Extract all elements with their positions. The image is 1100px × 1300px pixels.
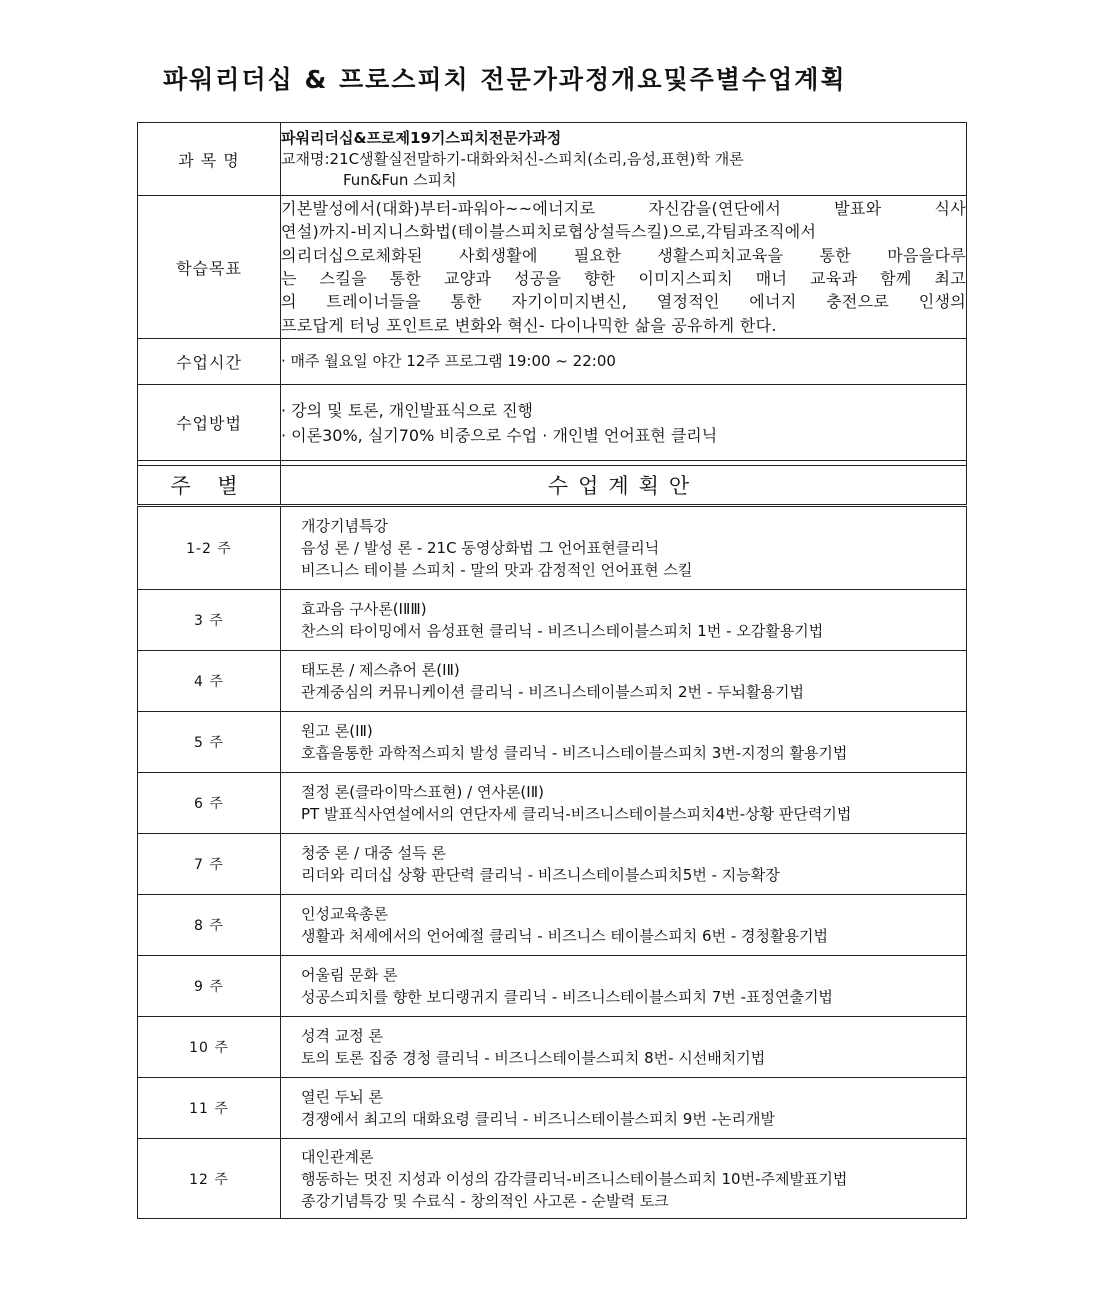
class-time-row [138,339,967,385]
week-label: 7 주 [138,834,281,895]
week-label: 10 주 [138,1017,281,1078]
week-plan [281,590,967,651]
week-plan [281,1139,967,1219]
learning-goal-row [138,196,967,339]
week-plan-line: 행동하는 멋진 지성과 이성의 감각클리닉-비즈니스테이블스피치 10번-주제발표기법 [301,1169,848,1188]
week-label: 1-2 주 [138,506,281,590]
week-plan-line: 음성 론 / 발성 론 - 21C 동영상화법 그 언어표현클리닉 [301,539,660,557]
page-title: 파워리더십 & 프로스피치 전문가과정개요및주별수업계획 [163,65,847,94]
week-plan-line: 찬스의 타이밍에서 음성표현 클리닉 - 비즈니스테이블스피치 1번 - 오감활용기법 [301,622,824,640]
week-plan-line: 태도론 / 제스츄어 론(ⅠⅡ) [301,661,460,679]
course-name-label: 과 목 명 [138,123,281,196]
week-plan-line: 경쟁에서 최고의 대화요령 클리닉 - 비즈니스테이블스피치 9번 -논리개발 [301,1110,775,1128]
week-plan-line: 토의 토론 집중 경청 클리닉 - 비즈니스테이블스피치 8번- 시선배치기법 [301,1049,766,1067]
textbook-name: 교재명:21C생활실전말하기-대화와처신-스피치(소리,음성,표현)학 개론 [281,149,744,168]
week-row [138,651,967,712]
week-label: 9 주 [138,956,281,1017]
schedule-header-row [138,466,967,506]
class-method-label: 수업방법 [138,385,281,461]
class-time-content [281,339,967,385]
week-plan [281,895,967,956]
week-row [138,1017,967,1078]
textbook-subtitle: Fun&Fun 스피치 [343,170,457,189]
week-plan [281,956,967,1017]
week-row [138,773,967,834]
week-row [138,1078,967,1139]
week-plan [281,1017,967,1078]
week-label: 4 주 [138,651,281,712]
class-method-line: · 이론30%, 실기70% 비중으로 수업 · 개인별 언어표현 클리닉 [281,425,718,445]
week-plan-line: 인성교육총론 [301,905,388,923]
week-plan-line: 어울림 문화 론 [301,966,398,984]
week-column-header: 주 별 [138,466,281,506]
week-row [138,834,967,895]
week-plan-line: 성격 교정 론 [301,1027,383,1045]
week-row [138,506,967,590]
learning-goal-content [281,196,967,339]
week-label: 3 주 [138,590,281,651]
week-plan [281,773,967,834]
week-plan-line: 호흡을통한 과학적스피치 발성 클리닉 - 비즈니스테이블스피치 3번-지정의 활용기법 [301,744,848,762]
week-plan-line: 열린 두뇌 론 [301,1088,383,1106]
goal-line: 기본발성에서(대화)부터-파워아~~에너지로 자신감을(연단에서 발표와 식사 [281,199,966,219]
class-method-content [281,385,967,461]
week-plan [281,1078,967,1139]
goal-line: 의 트레이너들을 통한 자기이미지변신, 열정적인 에너지 충전으로 인생의 [281,292,966,312]
week-plan-line: 비즈니스 테이블 스피치 - 말의 맛과 감정적인 언어표현 스킬 [301,561,693,579]
week-plan [281,834,967,895]
week-plan-line: PT 발표식사연설에서의 연단자세 클리닉-비즈니스테이블스피치4번-상황 판단력기법 [301,805,852,823]
week-label: 8 주 [138,895,281,956]
week-plan-line: 개강기념특강 [301,517,388,535]
week-plan [281,506,967,590]
week-plan-line: 생활과 처세에서의 언어예절 클리닉 - 비즈니스 테이블스피치 6번 - 경청활용기법 [301,927,828,945]
week-row [138,590,967,651]
week-plan-line: 리더와 리더십 상황 판단력 클리닉 - 비즈니스테이블스피치5번 - 지능확장 [301,866,780,884]
week-plan-line: 관계중심의 커뮤니케이션 클리닉 - 비즈니스테이블스피치 2번 - 두뇌활용기법 [301,683,804,701]
week-row [138,712,967,773]
course-name-content [281,123,967,196]
week-row [138,1139,967,1219]
course-title: 파워리더십&프로제19기스피치전문가과정 [281,128,562,147]
week-plan [281,712,967,773]
plan-column-header: 수업계획안 [281,466,967,506]
course-name-row [138,123,967,196]
week-plan-line: 원고 론(ⅠⅡ) [301,722,373,740]
week-row [138,956,967,1017]
week-label: 5 주 [138,712,281,773]
class-method-line: · 강의 및 토론, 개인발표식으로 진행 [281,400,533,420]
learning-goal-label: 학습목표 [138,196,281,339]
week-plan [281,651,967,712]
goal-line: 프로답게 터닝 포인트로 변화와 혁신- 다이나믹한 삶을 공유하게 한다. [281,315,777,335]
week-plan-line: 절정 론(클라이막스표현) / 연사론(ⅠⅡ) [301,783,544,801]
week-label: 6 주 [138,773,281,834]
week-row [138,895,967,956]
goal-line: 는 스킬을 통한 교양과 성공을 향한 이미지스피치 매너 교육과 함께 최고 [281,269,966,288]
week-plan-line: 종강기념특강 및 수료식 - 창의적인 사고론 - 순발력 토크 [301,1191,669,1210]
class-time-text: · 매주 월요일 야간 12주 프로그램 19:00 ~ 22:00 [281,352,616,370]
week-label: 12 주 [138,1139,281,1219]
week-plan-line: 효과음 구사론(ⅠⅡⅢ) [301,600,427,618]
week-plan-line: 성공스피치를 향한 보디랭귀지 클리닉 - 비즈니스테이블스피치 7번 -표정연출기법 [301,988,833,1006]
class-time-label: 수업시간 [138,339,281,385]
week-plan-line: 대인관계론 [301,1147,374,1166]
course-plan-table [137,122,967,1219]
week-plan-line: 청중 론 / 대중 설득 론 [301,844,446,862]
class-method-row [138,385,967,461]
goal-line: 연설)까지-비지니스화법(테이블스피치로협상설득스킬)으로,각팀과조직에서 [281,222,817,242]
goal-line: 의리더십으로체화된 사회생활에 필요한 생활스피치교육을 통한 마음을다루 [281,245,966,265]
week-label: 11 주 [138,1078,281,1139]
